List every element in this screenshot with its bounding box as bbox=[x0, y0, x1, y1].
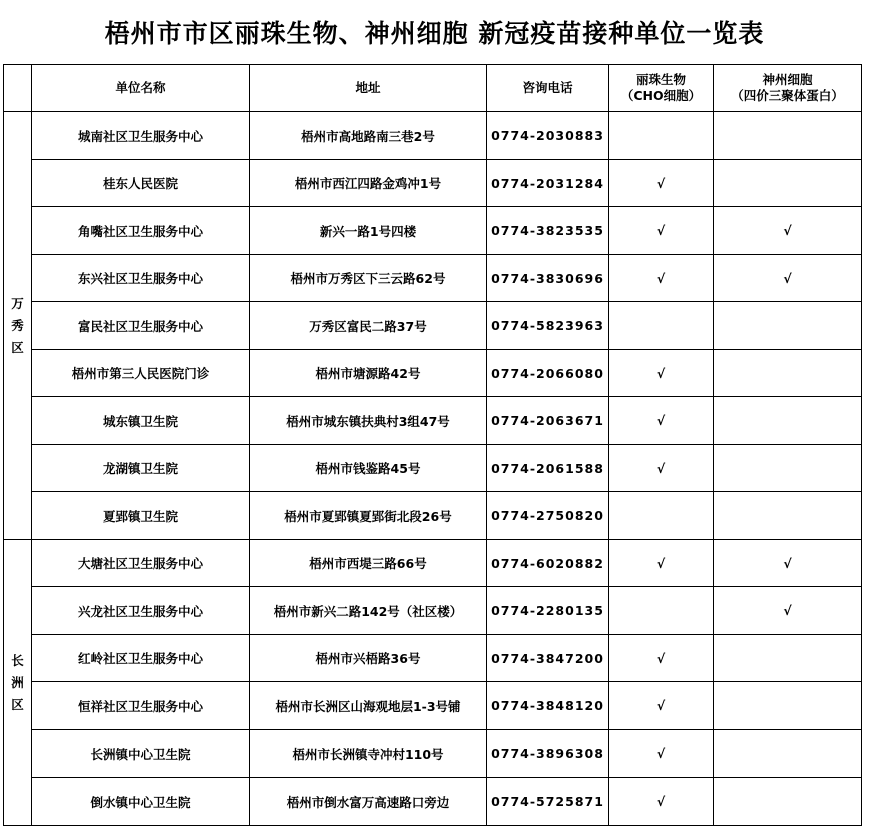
lizhu-check-cell: √ bbox=[609, 160, 714, 207]
address-cell: 梧州市西堤三路66号 bbox=[250, 540, 487, 587]
table-body bbox=[4, 112, 862, 826]
phone-cell: 0774-3896308 bbox=[487, 730, 609, 778]
phone-cell: 0774-6020882 bbox=[487, 540, 609, 587]
lizhu-check-cell: √ bbox=[609, 207, 714, 255]
unit-name-cell: 东兴社区卫生服务中心 bbox=[32, 255, 250, 302]
shenzhou-check-cell bbox=[714, 160, 862, 207]
shenzhou-check-cell bbox=[714, 350, 862, 397]
header-name: 单位名称 bbox=[32, 65, 250, 112]
lizhu-check-cell: √ bbox=[609, 397, 714, 445]
phone-cell: 0774-2061588 bbox=[487, 445, 609, 492]
lizhu-check-cell: √ bbox=[609, 682, 714, 730]
shenzhou-check-cell bbox=[714, 302, 862, 350]
unit-name-cell: 恒祥社区卫生服务中心 bbox=[32, 682, 250, 730]
header-address: 地址 bbox=[250, 65, 487, 112]
address-cell: 梧州市万秀区下三云路62号 bbox=[250, 255, 487, 302]
table-row bbox=[4, 540, 862, 587]
district-char: 区 bbox=[11, 339, 24, 355]
district-char: 区 bbox=[11, 696, 24, 712]
unit-name-cell: 兴龙社区卫生服务中心 bbox=[32, 587, 250, 635]
district-cell bbox=[4, 540, 32, 826]
shenzhou-check-cell bbox=[714, 682, 862, 730]
address-cell: 梧州市城东镇扶典村3组47号 bbox=[250, 397, 487, 445]
phone-cell: 0774-5725871 bbox=[487, 778, 609, 826]
lizhu-check-cell bbox=[609, 492, 714, 540]
phone-cell: 0774-3823535 bbox=[487, 207, 609, 255]
district-char: 长 bbox=[11, 652, 24, 668]
phone-cell: 0774-2280135 bbox=[487, 587, 609, 635]
shenzhou-check-cell: √ bbox=[714, 587, 862, 635]
table-row bbox=[4, 397, 862, 445]
shenzhou-check-cell bbox=[714, 730, 862, 778]
lizhu-check-cell: √ bbox=[609, 635, 714, 682]
header-lizhu bbox=[609, 65, 714, 112]
address-cell: 梧州市钱鉴路45号 bbox=[250, 445, 487, 492]
table-row bbox=[4, 587, 862, 635]
district-char: 秀 bbox=[11, 317, 24, 333]
lizhu-check-cell: √ bbox=[609, 778, 714, 826]
shenzhou-check-cell bbox=[714, 397, 862, 445]
unit-name-cell: 夏郢镇卫生院 bbox=[32, 492, 250, 540]
district-char: 洲 bbox=[11, 674, 24, 690]
phone-cell: 0774-2063671 bbox=[487, 397, 609, 445]
unit-name-cell: 红岭社区卫生服务中心 bbox=[32, 635, 250, 682]
lizhu-check-cell bbox=[609, 302, 714, 350]
unit-name-cell: 城南社区卫生服务中心 bbox=[32, 112, 250, 160]
shenzhou-check-cell: √ bbox=[714, 255, 862, 302]
phone-cell: 0774-3847200 bbox=[487, 635, 609, 682]
unit-name-cell: 城东镇卫生院 bbox=[32, 397, 250, 445]
header-phone: 咨询电话 bbox=[487, 65, 609, 112]
phone-cell: 0774-3830696 bbox=[487, 255, 609, 302]
address-cell: 梧州市高地路南三巷2号 bbox=[250, 112, 487, 160]
unit-name-cell: 大塘社区卫生服务中心 bbox=[32, 540, 250, 587]
lizhu-check-cell bbox=[609, 587, 714, 635]
unit-name-cell: 倒水镇中心卫生院 bbox=[32, 778, 250, 826]
unit-name-cell: 桂东人民医院 bbox=[32, 160, 250, 207]
address-cell: 新兴一路1号四楼 bbox=[250, 207, 487, 255]
table-row bbox=[4, 492, 862, 540]
lizhu-check-cell: √ bbox=[609, 730, 714, 778]
table-row bbox=[4, 682, 862, 730]
address-cell: 梧州市塘源路42号 bbox=[250, 350, 487, 397]
address-cell: 梧州市长洲区山海观地层1-3号铺 bbox=[250, 682, 487, 730]
address-cell: 梧州市夏郢镇夏郢街北段26号 bbox=[250, 492, 487, 540]
unit-name-cell: 龙湖镇卫生院 bbox=[32, 445, 250, 492]
table-row bbox=[4, 350, 862, 397]
unit-name-cell: 梧州市第三人民医院门诊 bbox=[32, 350, 250, 397]
lizhu-check-cell: √ bbox=[609, 350, 714, 397]
phone-cell: 0774-2750820 bbox=[487, 492, 609, 540]
address-cell: 梧州市倒水富万高速路口旁边 bbox=[250, 778, 487, 826]
unit-name-cell: 长洲镇中心卫生院 bbox=[32, 730, 250, 778]
lizhu-check-cell: √ bbox=[609, 540, 714, 587]
shenzhou-check-cell: √ bbox=[714, 207, 862, 255]
phone-cell: 0774-3848120 bbox=[487, 682, 609, 730]
phone-cell: 0774-2031284 bbox=[487, 160, 609, 207]
shenzhou-check-cell bbox=[714, 445, 862, 492]
lizhu-check-cell: √ bbox=[609, 255, 714, 302]
unit-name-cell: 富民社区卫生服务中心 bbox=[32, 302, 250, 350]
table-row bbox=[4, 445, 862, 492]
header-lizhu-line2: （CHO细胞） bbox=[620, 88, 702, 103]
shenzhou-check-cell bbox=[714, 778, 862, 826]
shenzhou-check-cell bbox=[714, 112, 862, 160]
header-district bbox=[4, 65, 32, 112]
address-cell: 梧州市兴梧路36号 bbox=[250, 635, 487, 682]
shenzhou-check-cell bbox=[714, 635, 862, 682]
table-row bbox=[4, 302, 862, 350]
page-title: 梧州市市区丽珠生物、神州细胞 新冠疫苗接种单位一览表 bbox=[104, 19, 765, 48]
lizhu-check-cell: √ bbox=[609, 445, 714, 492]
phone-cell: 0774-2066080 bbox=[487, 350, 609, 397]
shenzhou-check-cell bbox=[714, 492, 862, 540]
table-row bbox=[4, 255, 862, 302]
header-lizhu-line1: 丽珠生物 bbox=[635, 72, 686, 87]
table-row bbox=[4, 207, 862, 255]
address-cell: 万秀区富民二路37号 bbox=[250, 302, 487, 350]
table-row bbox=[4, 730, 862, 778]
table-row bbox=[4, 112, 862, 160]
unit-name-cell: 角嘴社区卫生服务中心 bbox=[32, 207, 250, 255]
header-shenzhou-line1: 神州细胞 bbox=[762, 72, 813, 87]
lizhu-check-cell bbox=[609, 112, 714, 160]
header-row bbox=[4, 65, 862, 112]
vaccination-sites-table bbox=[3, 64, 862, 826]
header-shenzhou-line2: （四价三聚体蛋白） bbox=[731, 88, 844, 103]
table-row bbox=[4, 778, 862, 826]
phone-cell: 0774-2030883 bbox=[487, 112, 609, 160]
table-row bbox=[4, 635, 862, 682]
table-row bbox=[4, 160, 862, 207]
address-cell: 梧州市长洲镇寺冲村110号 bbox=[250, 730, 487, 778]
address-cell: 梧州市新兴二路142号（社区楼） bbox=[250, 587, 487, 635]
address-cell: 梧州市西江四路金鸡冲1号 bbox=[250, 160, 487, 207]
shenzhou-check-cell: √ bbox=[714, 540, 862, 587]
district-char: 万 bbox=[11, 295, 24, 311]
header-shenzhou bbox=[714, 65, 862, 112]
district-cell bbox=[4, 112, 32, 540]
phone-cell: 0774-5823963 bbox=[487, 302, 609, 350]
